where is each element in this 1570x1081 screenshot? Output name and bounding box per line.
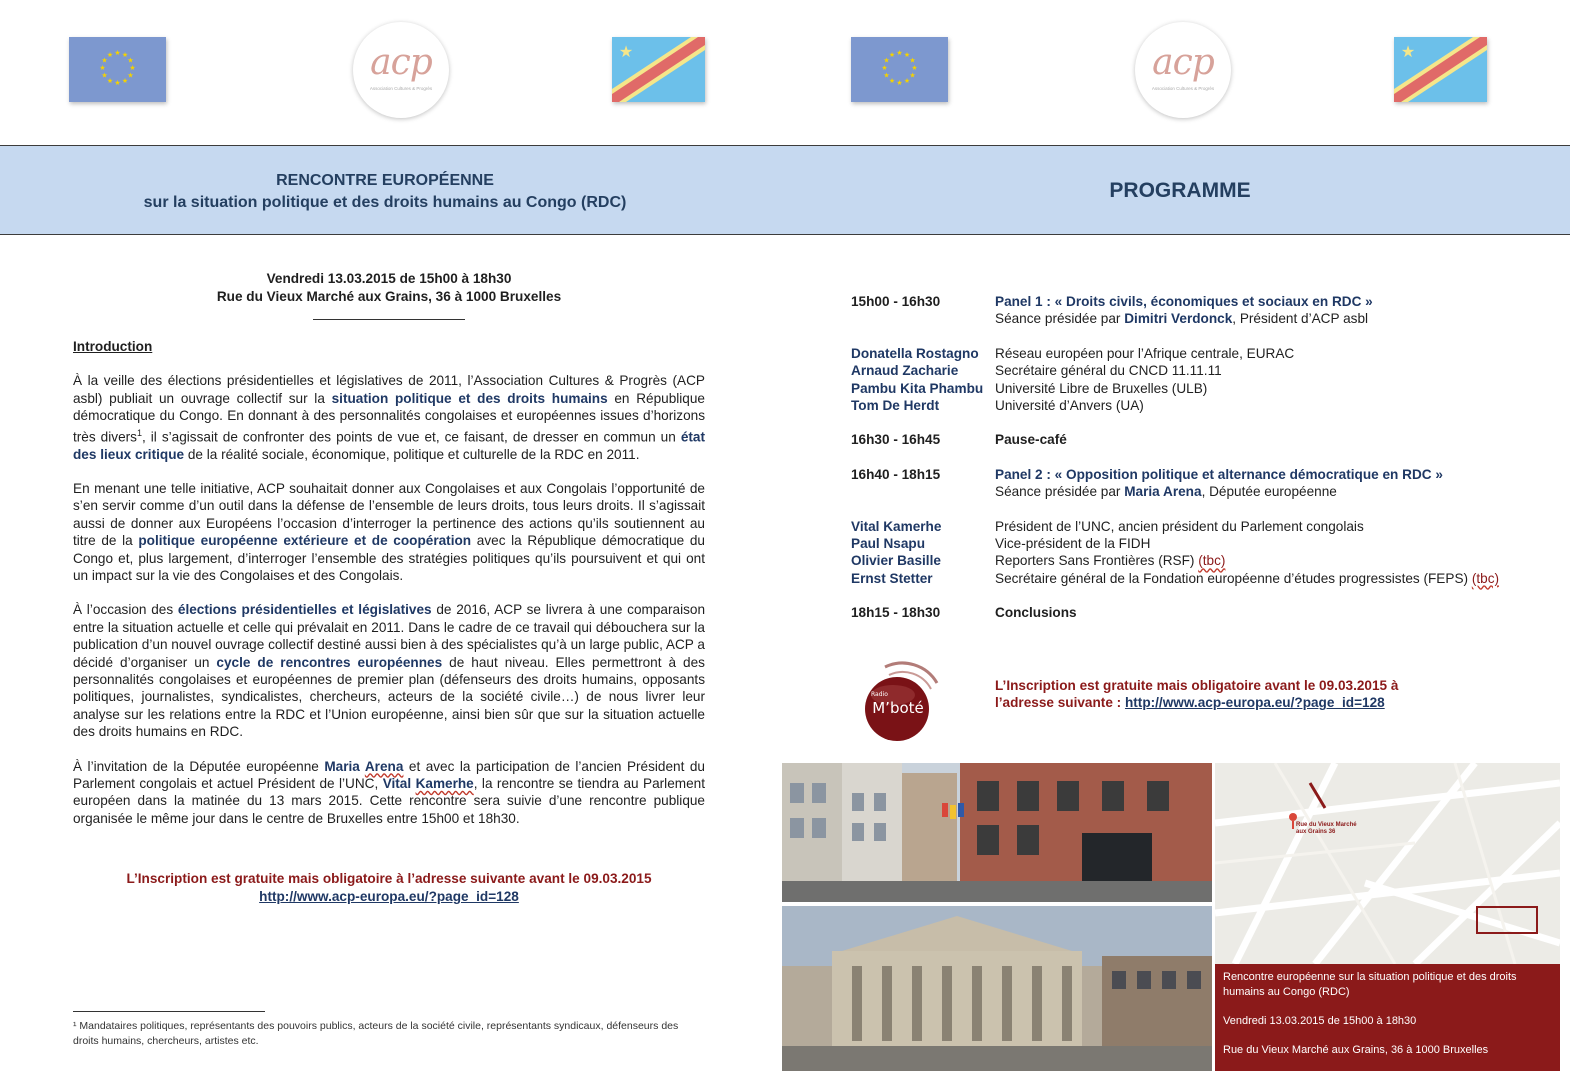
speaker-row — [851, 535, 1551, 552]
pause-label: Pause-café — [995, 432, 1067, 448]
speaker-role: Réseau européen pour l’Afrique centrale, EURAC — [995, 345, 1295, 361]
registration-text-line1: L’Inscription est gratuite mais obligatoire avant le 09.03.2015 à — [995, 678, 1399, 693]
eu-flag-right — [851, 37, 948, 102]
conclusions-label: Conclusions — [995, 605, 1077, 621]
registration-text: L’Inscription est gratuite mais obligatoire à l’adresse suivante avant le 09.03.2015 — [126, 871, 652, 887]
drc-flag-icon — [1394, 37, 1487, 102]
svg-text:★: ★ — [883, 71, 890, 80]
eu-flag-icon — [851, 37, 948, 102]
svg-text:★: ★ — [881, 64, 888, 72]
eu-flag-icon — [69, 37, 166, 102]
speaker-role: Secrétaire général de la Fondation européenne d’études progressistes (FEPS) (tbc) — [995, 570, 1500, 586]
location-map — [1215, 763, 1560, 964]
event-title-line2: sur la situation politique et des droits humains au Congo (RDC) — [143, 194, 627, 211]
svg-text:★: ★ — [129, 64, 136, 72]
panel-chair: Séance présidée par Maria Arena, Députée européenne — [995, 484, 1337, 500]
svg-text:★: ★ — [127, 56, 134, 65]
map-image — [1215, 763, 1560, 964]
footnote-ref: 1 — [136, 427, 142, 438]
speaker-row — [851, 570, 1551, 587]
event-date: Vendredi 13.03.2015 de 15h00 à 18h30 — [266, 271, 512, 286]
speaker-role: Reporters Sans Frontières (RSF) (tbc) — [995, 553, 1226, 569]
time-slot: 15h00 - 16h30 — [851, 294, 941, 309]
svg-text:★: ★ — [883, 56, 890, 65]
programme-panel-1 — [851, 293, 1551, 328]
radio-mbote-logo — [855, 653, 947, 745]
speaker-name: Donatella Rostagno — [851, 345, 979, 361]
speaker-row — [851, 380, 1551, 397]
speaker-row — [851, 518, 1551, 535]
event-title-line1: RENCONTRE EUROPÉENNE — [276, 172, 494, 189]
programme-panel-2 — [851, 466, 1551, 501]
drc-flag-icon — [612, 37, 705, 102]
speaker-row — [851, 362, 1551, 379]
svg-text:★: ★ — [896, 49, 903, 57]
intro-paragraph-4: À l’invitation de la Députée européenne Maria Arena et avec la participation de l’ancien Président du Parlement congolais et actuel Président de l’UNC, Vital Kamerhe, la rencontre se tiendra au Parlement européen dans la matinée du 13 mars 2015. Cette rencontre sera suivie d’une rencontre publique organisée le même jour dans le centre de Bruxelles entre 15h00 et 18h30. — [73, 758, 705, 826]
event-info-box — [1215, 964, 1560, 1071]
footnote-divider — [73, 1011, 265, 1012]
radio-logo-small: Radio — [871, 691, 888, 698]
svg-text:★: ★ — [909, 71, 916, 80]
speaker-name: Arnaud Zacharie — [851, 363, 959, 379]
speaker-list-2 — [851, 518, 1551, 588]
speaker-name: Tom De Herdt — [851, 398, 940, 414]
eu-flag-left — [69, 37, 166, 102]
speaker-role: Secrétaire général du CNCD 11.11.11 — [995, 363, 1222, 379]
info-box-date: Vendredi 13.03.2015 de 15h00 à 18h30 — [1223, 1015, 1417, 1027]
acp-logo-subtitle: Association Cultures & Progrès — [369, 86, 433, 91]
info-box-address: Rue du Vieux Marché aux Grains, 36 à 1000 Bruxelles — [1223, 1044, 1489, 1056]
svg-text:★: ★ — [911, 64, 918, 72]
info-box-title: Rencontre européenne sur la situation politique et des droits humains au Congo (RDC) — [1223, 971, 1517, 998]
drc-flag-right — [1394, 37, 1487, 102]
street-photo-image — [782, 763, 1212, 902]
radio-logo-name: M’boté — [872, 699, 924, 717]
time-slot: 16h40 - 18h15 — [851, 466, 941, 482]
street-photo — [782, 763, 1212, 902]
svg-text:★: ★ — [114, 49, 121, 57]
drc-flag-left — [612, 37, 705, 102]
registration-text-line2: l’adresse suivante : http://www.acp-europa.eu/?page_id=128 — [995, 695, 1385, 711]
tbc-marker: (tbc) — [1198, 553, 1226, 569]
svg-text:★: ★ — [99, 64, 106, 72]
panel-title: Panel 1 : « Droits civils, économiques et sociaux en RDC » — [995, 294, 1373, 309]
svg-text:★: ★ — [1400, 42, 1416, 61]
event-details — [73, 270, 705, 306]
speaker-name: Paul Nsapu — [851, 536, 926, 552]
intro-paragraph-1: À la veille des élections présidentielles et législatives de 2011, l’Association Cultures & Progrès (ACP asbl) publiait un ouvrage collectif sur la situation politique et des droits humains en République démocratique du Congo. En donnant à des personnalités congolaises et européennes issues d’horizons très divers$^1$, il s’agissait de confronter des points de vue et, ce faisant, de dresser en commun un état des lieux critique de la réalité sociale, économique, politique et culturelle de la RDC en 2011. — [73, 373, 705, 462]
time-slot: 18h15 - 18h30 — [851, 605, 941, 621]
speaker-row — [851, 397, 1551, 414]
speaker-name: Olivier Basille — [851, 553, 941, 569]
registration-link[interactable]: http://www.acp-europa.eu/?page_id=128 — [1124, 695, 1385, 711]
panel-chair: Séance présidée par Dimitri Verdonck, Président d’ACP asbl — [995, 311, 1369, 327]
acp-logo-left — [353, 22, 449, 118]
speaker-name: Pambu Kita Phambu — [851, 380, 984, 396]
svg-text:★: ★ — [888, 51, 896, 59]
speaker-role: Université d’Anvers (UA) — [995, 398, 1144, 414]
radio-logo-icon — [855, 653, 947, 745]
acp-logo-text: acp — [370, 42, 432, 83]
acp-logo-subtitle: Association Cultures & Progrès — [1151, 86, 1215, 91]
svg-text:★: ★ — [909, 56, 916, 65]
time-slot: 16h30 - 16h45 — [851, 432, 941, 448]
svg-text:★: ★ — [121, 51, 129, 59]
bourse-photo-image — [782, 906, 1212, 1071]
speaker-role: Université Libre de Bruxelles (ULB) — [995, 380, 1208, 396]
footnote: ¹ Mandataires politiques, représentants des pouvoirs publics, acteurs de la société civile, représentants syndicaux, défenseurs des droits humains, chercheurs, artistes etc. — [73, 1020, 679, 1047]
programme-title: PROGRAMME — [1109, 179, 1251, 202]
svg-text:★: ★ — [618, 42, 634, 61]
map-pin-label: Rue du Vieux Marché aux Grains 36 — [1296, 822, 1357, 835]
registration-notice-left — [73, 870, 705, 906]
speaker-name: Vital Kamerhe — [851, 518, 942, 534]
speaker-list-1 — [851, 345, 1551, 415]
bourse-photo — [782, 906, 1212, 1071]
registration-notice-right — [995, 677, 1435, 712]
svg-text:★: ★ — [896, 79, 903, 87]
programme-pause — [851, 431, 1551, 448]
svg-text:★: ★ — [106, 51, 114, 59]
event-address: Rue du Vieux Marché aux Grains, 36 à 1000 Bruxelles — [216, 289, 562, 304]
divider — [313, 319, 465, 320]
acp-logo-right — [1135, 22, 1231, 118]
speaker-row — [851, 345, 1551, 362]
svg-text:★: ★ — [121, 77, 129, 85]
intro-heading: Introduction — [73, 339, 153, 354]
intro-paragraph-2: En menant une telle initiative, ACP souhaitait donner aux Congolaises et aux Congolais l’opportunité de s’en servir comme d’un outil dans la défense de l’ensemble de leurs droits, tous leurs droits. Il s’agissait aussi de donner aux Européens l’occasion d’interroger la pertinence des actions qu’ils soutiennent au titre de la politique européenne extérieure et de coopération avec la République démocratique du Congo et, plus largement, d’interroger l’ensemble des stratégies politiques qu’ils poursuivent et qui ont un impact sur la vie des Congolaises et des Congolais. — [73, 480, 705, 583]
speaker-row — [851, 552, 1551, 569]
svg-text:★: ★ — [106, 77, 114, 85]
intro-paragraph-3: À l’occasion des élections présidentielles et législatives de 2016, ACP se livrera à une comparaison entre la situation actuelle et celle qui prévalait en 2011. Dans le cadre de ce travail qui débouchera sur la publication d’un nouvel ouvrage collectif destiné aussi bien à des spécialistes qu’à un large public, ACP a décidé d’organiser un cycle de rencontres européennes de haut niveau. Elles permettront à des personnalités congolaises et européennes de premier plan (défenseurs des droits humains, opposants politiques, journalistes, syndicalistes, chercheurs, acteurs de la société civile…) de nous livrer leur analyse sur les relations entre la RDC et l’Union européenne, ainsi bien sûr que sur la situation actuelle des droits humains en RDC. — [73, 602, 706, 740]
programme-conclusions — [851, 604, 1551, 621]
programme — [851, 293, 1551, 622]
registration-link[interactable]: http://www.acp-europa.eu/?page_id=128 — [259, 889, 519, 905]
svg-text:★: ★ — [903, 77, 911, 85]
panel-title: Panel 2 : « Opposition politique et alternance démocratique en RDC » — [995, 466, 1443, 482]
svg-text:★: ★ — [101, 56, 108, 65]
acp-logo-text: acp — [1152, 42, 1214, 83]
speaker-role: Vice-président de la FIDH — [995, 536, 1151, 552]
header-band — [0, 145, 1570, 235]
event-title — [100, 170, 670, 214]
svg-text:★: ★ — [127, 71, 134, 80]
left-column — [73, 270, 705, 906]
svg-text:★: ★ — [903, 51, 911, 59]
tbc-marker: (tbc) — [1471, 570, 1500, 586]
speaker-role: Président de l’UNC, ancien président du Parlement congolais — [995, 518, 1364, 534]
speaker-name: Ernst Stetter — [851, 570, 933, 586]
svg-text:★: ★ — [101, 71, 108, 80]
svg-text:★: ★ — [888, 77, 896, 85]
svg-text:★: ★ — [114, 79, 121, 87]
